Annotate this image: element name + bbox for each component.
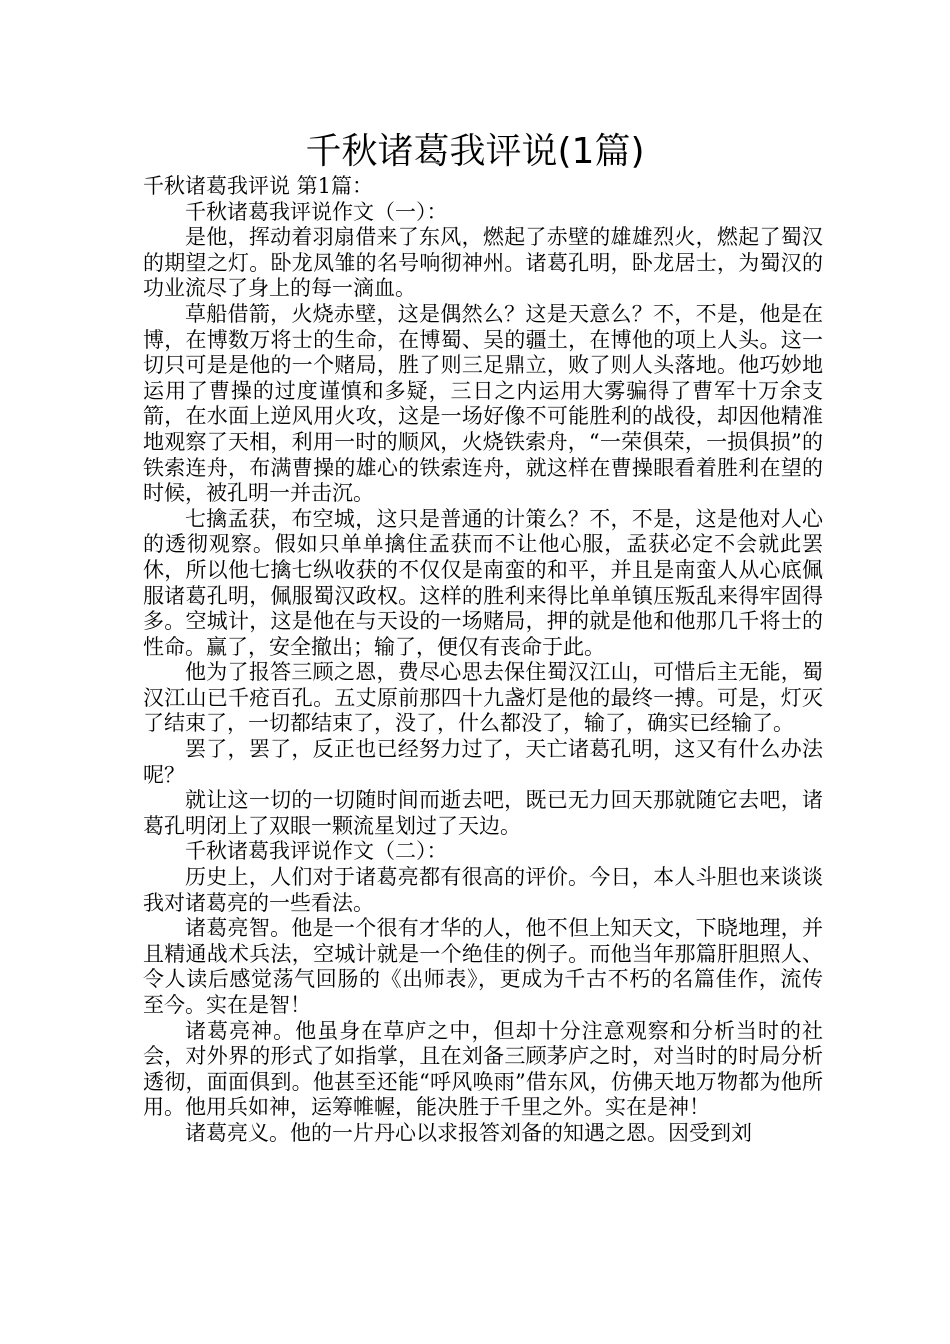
- document-body: [143, 174, 823, 1147]
- section-heading: 千秋诸葛我评说作文（二）：: [185, 839, 448, 864]
- paragraph: 就让这一切的一切随时间而逝去吧，既已无力回天那就随它去吧，诸葛孔明闭上了双眼一颗流星划过了天边。: [143, 788, 823, 838]
- paragraph: 诸葛亮智。他是一个很有才华的人，他不但上知天文，下晓地理，并且精通战术兵法，空城计就是一个绝佳的例子。而他当年那篇肝胆照人、令人读后感觉荡气回肠的《出师表》，更成为千古不朽的名篇佳作，流传至今。实在是智！: [143, 916, 823, 1017]
- paragraph: 诸葛亮义。他的一片丹心以求报答刘备的知遇之恩。因受到刘: [185, 1120, 752, 1145]
- document-title: 千秋诸葛我评说(1篇): [305, 131, 645, 172]
- paragraph: 草船借箭，火烧赤壁，这是偶然么？这是天意么？不，不是，他是在博，在博数万将士的生命，在博蜀、吴的疆土，在博他的项上人头。这一切只可是是他的一个赌局，胜了则三足鼎立，败了则人头落地。他巧妙地运用了曹操的过度谨慎和多疑，三日之内运用大雾骗得了曹军十万余支箭，在水面上逆风用火攻，这是一场好像不可能胜利的战役，却因他精准地观察了天相，利用一时的顺风，火烧铁索舟，“一荣俱荣，一损俱损”的铁索连舟，布满曹操的雄心的铁索连舟，就这样在曹操眼看着胜利在望的时候，被孔明一并击沉。: [143, 301, 823, 506]
- paragraph: 罢了，罢了，反正也已经努力过了，天亡诸葛孔明，这又有什么办法呢？: [143, 737, 823, 787]
- paragraph: 七擒孟获，布空城，这只是普通的计策么？不，不是，这是他对人心的透彻观察。假如只单单擒住孟获而不让他心服，孟获必定不会就此罢休，所以他七擒七纵收获的不仅仅是南蛮的和平，并且是南蛮人从心底佩服诸葛孔明，佩服蜀汉政权。这样的胜利来得比单单镇压叛乱来得牢固得多。空城计，这是他在与天设的一场赌局，押的就是他和他那几千将士的性命。赢了，安全撤出；输了，便仅有丧命于此。: [143, 506, 823, 659]
- paragraph: 是他，挥动着羽扇借来了东风，燃起了赤壁的雄雄烈火，燃起了蜀汉的期望之灯。卧龙凤雏的名号响彻神州。诸葛孔明，卧龙居士，为蜀汉的功业流尽了身上的每一滴血。: [143, 225, 823, 301]
- intro-line: 千秋诸葛我评说 第1篇：: [143, 174, 374, 198]
- paragraph: 历史上，人们对于诸葛亮都有很高的评价。今日，本人斗胆也来谈谈我对诸葛亮的一些看法。: [143, 865, 823, 915]
- paragraph: 他为了报答三顾之恩，费尽心思去保住蜀汉江山，可惜后主无能，蜀汉江山已千疮百孔。五丈原前那四十九盏灯是他的最终一搏。可是，灯灭了结束了，一切都结束了，没了，什么都没了，输了，确实已经输了。: [143, 660, 823, 736]
- paragraph: 诸葛亮神。他虽身在草庐之中，但却十分注意观察和分析当时的社会，对外界的形式了如指掌，且在刘备三顾茅庐之时，对当时的时局分析透彻，面面俱到。他甚至还能“呼风唤雨”借东风，仿佛天地万物都为他所用。他用兵如神，运筹帷幄，能决胜于千里之外。实在是神！: [143, 1018, 823, 1120]
- section-heading: 千秋诸葛我评说作文（一）：: [185, 199, 448, 224]
